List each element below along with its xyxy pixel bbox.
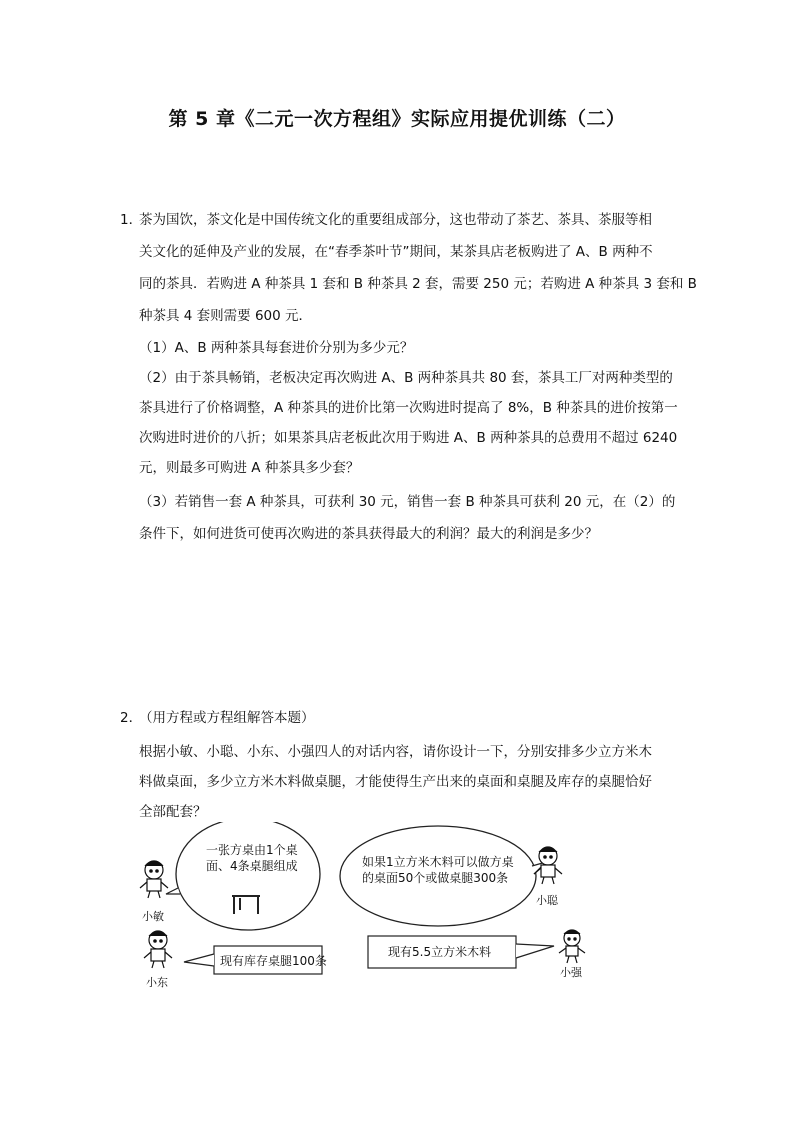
name-label-xiaodong: 小东 (146, 976, 168, 989)
q2-head: （用方程或方程组解答本题） (139, 710, 315, 726)
speech-bubble-1-line-2: 面、4条桌腿组成 (206, 859, 298, 873)
page-title: 第 5 章《二元一次方程组》实际应用提优训练（二） (168, 108, 626, 130)
kid-xiaoqiang-icon (559, 930, 585, 963)
name-label-xiaoqiang: 小强 (560, 966, 582, 979)
q1-sub3-line-2: 条件下，如何进货可使再次购进的茶具获得最大的利润？最大的利润是多少？ (139, 526, 598, 542)
q1-line-3: 同的茶具．若购进 A 种茶具 1 套和 B 种茶具 2 套，需要 250 元；若购进 A 种茶具 3 套和 B (139, 276, 697, 292)
callout-box-1-text: 现有库存桌腿100条 (220, 954, 327, 968)
q1-sub2-line-2: 茶具进行了价格调整，A 种茶具的进价比第一次购进时提高了 8%，B 种茶具的进价按第一 (139, 400, 678, 416)
q1-sub2-line-4: 元，则最多可购进 A 种茶具多少套？ (139, 460, 360, 476)
speech-bubble-2-line-2: 的桌面50个或做桌腿300条 (362, 871, 509, 885)
question-1-number: 1． (120, 212, 143, 228)
q2-line-3: 全部配套？ (139, 804, 207, 820)
q1-line-2: 关文化的延伸及产业的发展，在“春季茶叶节”期间，某茶具店老板购进了 A、B 两种不 (139, 244, 653, 260)
kid-xiaomin-icon (140, 861, 168, 898)
q1-sub2-line-3: 次购进时进价的八折；如果茶具店老板此次用于购进 A、B 两种茶具的总费用不超过 6240 (139, 430, 678, 446)
q1-sub3-line-1: （3）若销售一套 A 种茶具，可获利 30 元，销售一套 B 种茶具可获利 20 元，在（2）的 (139, 494, 676, 510)
speech-bubble-1-line-1: 一张方桌由1个桌 (206, 843, 298, 857)
speech-bubble-1-shape (176, 822, 320, 930)
table-icon (232, 896, 260, 914)
callout-box-2-text: 现有5.5立方米木料 (388, 945, 492, 959)
name-label-xiaomin: 小敏 (142, 910, 164, 923)
q1-sub1: （1）A、B 两种茶具每套进价分别为多少元？ (139, 340, 414, 356)
q1-line-4: 种茶具 4 套则需要 600 元． (139, 308, 313, 324)
question-2-number: 2． (120, 710, 143, 726)
q1-sub2-line-1: （2）由于茶具畅销，老板决定再次购进 A、B 两种茶具共 80 套，茶具工厂对两种类型的 (139, 370, 673, 386)
kid-xiaodong-icon (144, 931, 172, 968)
q2-line-2: 料做桌面，多少立方米木料做桌腿，才能使得生产出来的桌面和桌腿及库存的桌腿恰好 (139, 774, 652, 790)
dialogue-illustration (136, 822, 596, 992)
dialogue-figure (136, 822, 596, 992)
speech-bubble-2-line-1: 如果1立方米木料可以做方桌 (362, 855, 514, 869)
q1-line-1: 茶为国饮，茶文化是中国传统文化的重要组成部分，这也带动了茶艺、茶具、茶服等相 (139, 212, 652, 228)
name-label-xiaocong: 小聪 (536, 894, 558, 907)
q2-line-1: 根据小敏、小聪、小东、小强四人的对话内容，请你设计一下，分别安排多少立方米木 (139, 744, 652, 760)
